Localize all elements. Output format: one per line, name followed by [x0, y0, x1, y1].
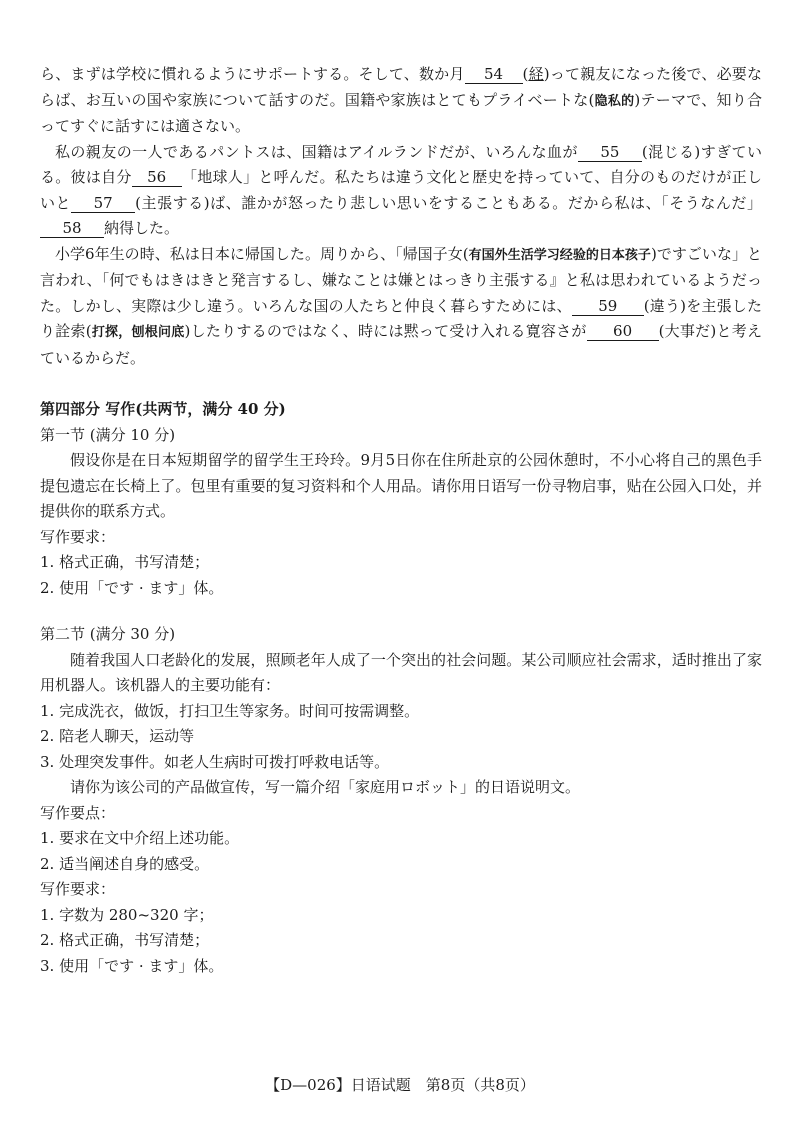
blank-59: 59 [572, 298, 644, 316]
underlined-kanji: 経 [528, 65, 544, 83]
text: 私の親友の一人であるパントスは、国籍はアイルランドだが、いろんな血が [55, 142, 578, 161]
function-item: 1. 完成洗衣，做饭，打扫卫生等家务。时间可按需调整。 [40, 701, 420, 720]
text: )ですごいな」と言われ、「何でもはきはきと発言するし、嫌なことは嫌とはっきり主張する』と私は思われているようだった。しかし、実際は少し違う。いろんな国の人たちと仲良く暮らすためには、 [40, 244, 762, 315]
point-item: 2. 适当阐述自身的感受。 [40, 854, 210, 873]
blank-54: 54 [465, 66, 523, 84]
text: 納得した。 [104, 219, 180, 237]
requirement-item: 1. 格式正确，书写清楚； [40, 553, 210, 571]
text: ら、まずは学校に慣れるようにサポートする。そして、数か月 [40, 65, 465, 83]
blank-57: 57 [71, 195, 135, 213]
reading-paragraph-1 [40, 62, 762, 140]
section-heading: 第四部分 写作(共两节，满分 40 分) [40, 400, 286, 418]
function-item: 3. 处理突发事件。如老人生病时可拨打呼救电话等。 [40, 752, 390, 771]
blank-60: 60 [587, 323, 659, 341]
text: (混じる)すぎている。彼は自分 [40, 142, 762, 186]
blank-55: 55 [578, 144, 642, 162]
subsection-1-title: 第一节 (满分 10 分) [40, 425, 176, 444]
text: )テーマで、知り合ってすぐに話すには適さない。 [40, 90, 762, 135]
text: (主張する)ば、誰かが怒ったり悲しい思いをすることもある。だから私は、「そうなんだ」 [135, 193, 762, 212]
subsection-2-title: 第二节 (满分 30 分) [40, 625, 176, 643]
text: )したりするのではなく、時には黙って受け入れる寛容さが [184, 322, 587, 340]
requirements-title: 写作要求： [40, 527, 116, 546]
text: )って親友になった後で、必要ならば、お互いの国や家族について話すのだ。国籍や家族はとてもプライベートな( [40, 65, 762, 109]
chinese-gloss: 有国外生活学习经验的日本孩子 [468, 247, 651, 263]
reading-paragraph-3 [40, 242, 762, 372]
page-footer: 【D—026】日语试题 第8页（共8页） [265, 1076, 535, 1094]
requirement-item: 2. 格式正确，书写清楚； [40, 931, 210, 949]
text: (違う)を主張したり詮索( [40, 296, 762, 340]
task-instruction: 请你为该公司的产品做宣传，写一篇介绍「家庭用ロボット」的日语说明文。 [70, 778, 581, 796]
chinese-gloss: 隐私的 [594, 93, 635, 109]
requirement-item: 1. 字数为 280~320 字； [40, 905, 214, 924]
points-title: 写作要点： [40, 803, 116, 822]
subsection-2-intro: 随着我国人口老龄化的发展，照顾老年人成了一个突出的社会问题。某公司顺应社会需求，适时推出了家用机器人。该机器人的主要功能有： [40, 650, 762, 694]
blank-56: 56 [132, 169, 182, 187]
chinese-gloss: 打探，刨根问底 [91, 325, 185, 340]
spacer [40, 601, 762, 622]
requirement-item: 3. 使用「です · ます」体。 [40, 956, 224, 975]
text: ( [522, 65, 529, 83]
subsection-1-body: 假设你是在日本短期留学的留学生王玲玲。9月5日你在住所赴京的公园休憩时，不小心将自己的黑色手提包遗忘在长椅上了。包里有重要的复习资料和个人用品。请你用日语写一份寻物启事，贴在公园入口处，并提供你的联系方式。 [40, 451, 762, 520]
requirements-title: 写作要求： [40, 880, 116, 898]
requirement-item: 2. 使用「です · ます」体。 [40, 578, 224, 597]
function-item: 2. 陪老人聊天，运动等 [40, 727, 195, 745]
text: (大事だ)と考えているからだ。 [40, 322, 762, 367]
exam-page [40, 62, 762, 979]
text: 「地球人」と呼んだ。私たちは違う文化と歴史を持っていて、自分のものだけが正しいと [40, 168, 762, 212]
blank-58: 58 [40, 220, 104, 238]
text: 小学6年生の時、私は日本に帰国した。周りから、「帰国子女( [55, 244, 469, 263]
point-item: 1. 要求在文中介绍上述功能。 [40, 829, 240, 847]
reading-paragraph-2 [40, 140, 762, 242]
spacer [40, 371, 762, 397]
